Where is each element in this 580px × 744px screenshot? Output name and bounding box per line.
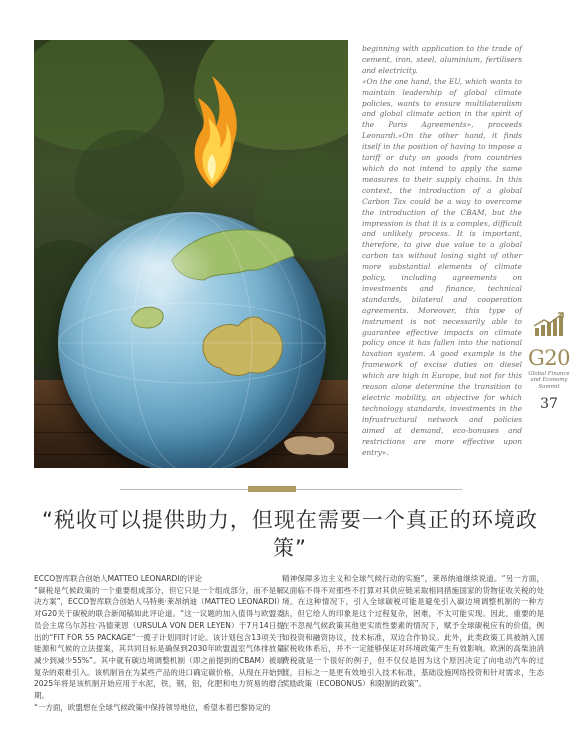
english-paragraph: beginning with application to the trade of cement, iron, steel, aluminium, fertilisers and electricity.: [362, 44, 522, 75]
chinese-paragraph: “一方面，欧盟想在全球气候政策中保持领导地位，希望本着巴黎协定的: [34, 702, 271, 712]
hero-photo: [34, 40, 348, 468]
section-logo: [526, 312, 572, 412]
g20-logo-text: G20: [528, 346, 570, 370]
chinese-text-column-left: [34, 573, 284, 713]
globe-illustration: [58, 212, 326, 468]
chinese-paragraph: ECCO智库联合创始人MATTEO LEONARDI的评论: [34, 574, 202, 583]
english-paragraph: «On the one hand, the EU, which wants to maintain leadership of global climate policies, wants to ensure multilateralism and global climate action in the spirit of the Paris Agreements», proceeds Leonardi.«On the other hand, it finds itself in the position of having to impose a tariff or duty on goods from countries which do not intend to apply the same measures to their supply chains. In this context, the introduction of a global Carbon Tax could be a way to overcome the introduction of the CBAM, but the impression is that it is a complex, difficult and unlikely process. It is important, therefore, to give due value to a global carbon tax without losing sight of other more substantial elements of climate policy, including agreements on investments and finance, technical standards, bilateral and cooperation agreements. Moreover, this type of instrument is not necessarily able to guarantee effective impacts on climate policy once it has fallen into the national taxation system. A good example is the framework of excise duties on diesel which are high in Europe, but not for this reason alone determine the transition to electric mobility, an objective for which technology standards, investments in the infrastructural network and policies aimed at demand, eco-bonuses and restrictions are more effective upon entry».: [362, 76, 522, 457]
growth-chart-icon: [532, 312, 566, 338]
foliage-shape: [74, 130, 184, 220]
english-text-column: [362, 44, 522, 458]
divider-line: [120, 489, 248, 490]
chinese-paragraph: “碳税是气候政策的一个重要组成部分，但它只是一个组成部分，而不是解决方案”，ECCO智库联合创始人马特奥·莱昂纳迪（MATTEO LEONARDI）对G20关于碳税的联合新闻稿如此评论道。“这一议题的加入值得与欧盟委员会主席乌尔苏拉·冯德莱恩（URSULA VON DER LEYEN）于7月14日提出的“FIT FOR 55 PACKAGE”一揽子计划同时讨论。该计划包含13项关于能源和气候的立法提案，其共同目标是确保到2030年欧盟温室气体排放量减少到减少55%”。其中就有碳边境调整机制（即之前提到的CBAM）被端复杂的艰难引入。该机制旨在为某些产品的进口确定碳价格，从现在开始到2025年将是该机制开始应用于水泥，铁，钢，铝，化肥和电力贸易的磨合期。: [34, 585, 284, 701]
chinese-text-column-right: [282, 573, 544, 690]
article-title: “税收可以提供助力，但现在需要一个真正的环境政策”: [42, 508, 538, 560]
cork-coaster-icon: [280, 432, 340, 458]
divider-accent: [248, 486, 296, 492]
chinese-paragraph: 精神保障多边主义和全球气候行动的实施”，莱昂纳迪继续说道。“另一方面，又面临不得不对那些不打算对其供应链采取相同措施国家的货物征收关税的处境。在这种情况下，引入全球碳税可能是避免引入碳边境调整机制的一种方法，但它给人的印象是这个过程复杂，困难，不太可能实现。因此，重要的是在不忽视气候政策其他更实质性要素的情况下，赋予全球碳税应有的价值，例如投资和融资协议，技术标准，双边合作协议。此外，此类政策工具被纳入国家税收体系后，并不一定能够保证对环境政策产生有效影响。欧洲的高柴油消费税就是一个很好的例子，但不仅仅是因为这个原因决定了向电动汽车的过渡，目标之一是更有效地引入技术标准，基础设施网络投资和针对需求，生态奖励政策（ECOBONUS）和限制的政策”。: [282, 574, 544, 689]
page-number: 37: [540, 396, 558, 413]
flame-icon: [172, 70, 252, 190]
divider-line: [296, 489, 462, 490]
g20-logo-subtitle: Global Finance and Economy Summit: [528, 371, 570, 390]
